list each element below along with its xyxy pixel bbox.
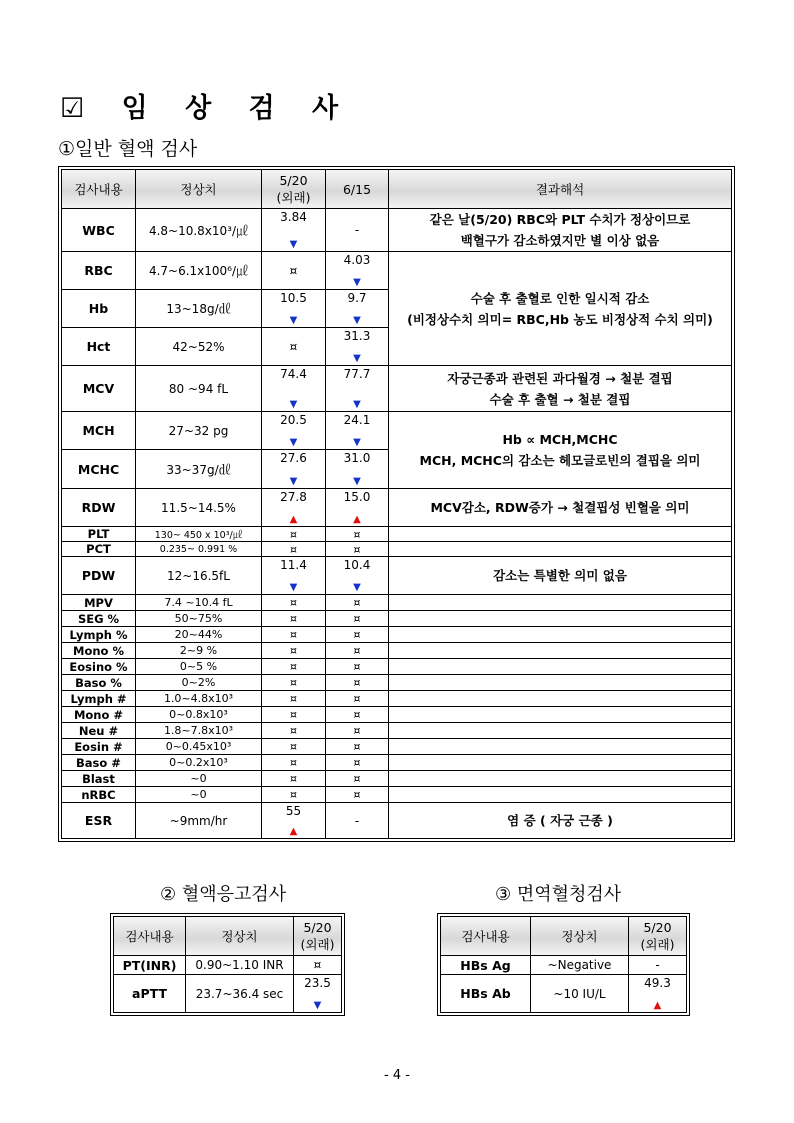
- row-value-1: ¤: [262, 771, 326, 787]
- row-value-2: 9.7 ▼: [326, 290, 389, 328]
- row-name: Mono %: [62, 643, 136, 659]
- header-date1: 5/20 (외래): [262, 170, 326, 209]
- row-value-1: ¤: [262, 595, 326, 611]
- row-name: Lymph #: [62, 691, 136, 707]
- row-name: RBC: [62, 252, 136, 290]
- row-normal: 0.90~1.10 INR: [186, 956, 294, 975]
- row-value-2: 31.3 ▼: [326, 328, 389, 366]
- header-normal: 정상치: [136, 170, 262, 209]
- table-row: [62, 803, 732, 839]
- row-normal: 4.7~6.1x100⁶/㎕: [136, 252, 262, 290]
- up-arrow-icon: ▲: [353, 514, 361, 525]
- row-value-1: ¤: [262, 691, 326, 707]
- table-row: [62, 739, 732, 755]
- down-arrow-icon: ▼: [353, 399, 361, 410]
- down-arrow-icon: ▼: [289, 399, 298, 410]
- row-value-1: 11.4 ▼: [262, 557, 326, 595]
- page-number: - 4 -: [384, 1068, 410, 1083]
- down-arrow-icon: ▼: [353, 353, 361, 364]
- row-name: Eosino %: [62, 659, 136, 675]
- row-normal: 13~18g/㎗: [136, 290, 262, 328]
- row-value-1: ¤: [262, 542, 326, 557]
- row-value-2: ¤: [326, 627, 389, 643]
- row-value-2: ¤: [326, 787, 389, 803]
- cbc-table: [61, 169, 732, 839]
- interp-empty: [389, 627, 732, 643]
- row-normal: 1.8~7.8x10³: [136, 723, 262, 739]
- row-value-1: ¤: [262, 723, 326, 739]
- row-normal: 50~75%: [136, 611, 262, 627]
- row-value-2: ¤: [326, 611, 389, 627]
- table-row: [114, 956, 342, 975]
- interp-empty: [389, 707, 732, 723]
- row-value-1: ¤: [262, 707, 326, 723]
- row-normal: 7.4 ~10.4 fL: [136, 595, 262, 611]
- table-row: [62, 209, 732, 252]
- interp-empty: [389, 643, 732, 659]
- down-arrow-icon: ▼: [353, 315, 361, 326]
- row-normal: 1.0~4.8x10³: [136, 691, 262, 707]
- row-normal: 12~16.5fL: [136, 557, 262, 595]
- row-normal: 2~9 %: [136, 643, 262, 659]
- row-value-2: ¤: [326, 675, 389, 691]
- header-date1: 5/20 (외래): [629, 917, 687, 956]
- row-value-2: ¤: [326, 707, 389, 723]
- row-name: Neu #: [62, 723, 136, 739]
- row-value-1: ¤: [262, 643, 326, 659]
- row-name: Baso %: [62, 675, 136, 691]
- table-row: [441, 956, 687, 975]
- row-name: SEG %: [62, 611, 136, 627]
- header-name: 검사내용: [441, 917, 531, 956]
- row-name: PDW: [62, 557, 136, 595]
- row-normal: 80 ~94 fL: [136, 366, 262, 412]
- interp-rdw: MCV감소, RDW증가 → 철결핍성 빈혈을 의미: [389, 489, 732, 527]
- row-normal: 42~52%: [136, 328, 262, 366]
- row-value-2: 24.1 ▼: [326, 412, 389, 450]
- row-name: RDW: [62, 489, 136, 527]
- row-normal: ~0: [136, 771, 262, 787]
- row-value-1: ¤: [262, 787, 326, 803]
- down-arrow-icon: ▼: [353, 277, 361, 288]
- row-value-1: -: [629, 956, 687, 975]
- down-arrow-icon: ▼: [289, 437, 298, 448]
- table-row: [62, 527, 732, 542]
- up-arrow-icon: ▲: [289, 514, 298, 525]
- row-name: Hb: [62, 290, 136, 328]
- section1-title: ①일반 혈액 검사: [58, 138, 198, 160]
- row-name: PT(INR): [114, 956, 186, 975]
- row-normal: 0~0.8x10³: [136, 707, 262, 723]
- row-value-2: ¤: [326, 542, 389, 557]
- row-name: ESR: [62, 803, 136, 839]
- table-row: [441, 975, 687, 1013]
- row-name: Mono #: [62, 707, 136, 723]
- table-row: [62, 252, 732, 290]
- row-value-2: ¤: [326, 643, 389, 659]
- interp-rbc: 수술 후 출혈로 인한 일시적 감소 (비정상수치 의미= RBC,Hb 농도 비정상적 수치 의미): [389, 252, 732, 366]
- row-value-1: 3.84 ▼: [262, 209, 326, 252]
- row-value-1: ¤: [262, 675, 326, 691]
- header-name: 검사내용: [114, 917, 186, 956]
- row-name: MCV: [62, 366, 136, 412]
- interp-empty: [389, 542, 732, 557]
- table-row: [62, 489, 732, 527]
- down-arrow-icon: ▼: [289, 476, 298, 487]
- row-normal: 20~44%: [136, 627, 262, 643]
- table-header-row: [62, 170, 732, 209]
- interp-empty: [389, 739, 732, 755]
- interp-empty: [389, 611, 732, 627]
- header-normal: 정상치: [531, 917, 629, 956]
- row-name: Hct: [62, 328, 136, 366]
- row-name: HBs Ag: [441, 956, 531, 975]
- header-date1: 5/20 (외래): [294, 917, 342, 956]
- row-value-2: ¤: [326, 723, 389, 739]
- down-arrow-icon: ▼: [353, 582, 361, 593]
- down-arrow-icon: ▼: [313, 1000, 322, 1011]
- row-value-2: ¤: [326, 527, 389, 542]
- table-row: [62, 675, 732, 691]
- row-value-1: 27.8 ▲: [262, 489, 326, 527]
- row-normal: ~10 IU/L: [531, 975, 629, 1013]
- row-name: Lymph %: [62, 627, 136, 643]
- row-name: PCT: [62, 542, 136, 557]
- row-normal: 4.8~10.8x10³/㎕: [136, 209, 262, 252]
- coag-table-frame: [110, 913, 345, 1016]
- row-normal: 0.235~ 0.991 %: [136, 542, 262, 557]
- header-date2: 6/15: [326, 170, 389, 209]
- cbc-table-frame: [58, 166, 735, 842]
- table-row: [62, 771, 732, 787]
- interp-empty: [389, 755, 732, 771]
- down-arrow-icon: ▼: [353, 437, 361, 448]
- row-value-1: 27.6 ▼: [262, 450, 326, 489]
- row-name: MPV: [62, 595, 136, 611]
- row-normal: 0~0.45x10³: [136, 739, 262, 755]
- down-arrow-icon: ▼: [289, 315, 298, 326]
- down-arrow-icon: ▼: [289, 239, 298, 250]
- row-normal: 11.5~14.5%: [136, 489, 262, 527]
- interp-empty: [389, 771, 732, 787]
- row-normal: ~9mm/hr: [136, 803, 262, 839]
- immuno-table-frame: [437, 913, 690, 1016]
- row-value-1: ¤: [262, 328, 326, 366]
- immuno-table: [440, 916, 687, 1013]
- row-value-1: 10.5 ▼: [262, 290, 326, 328]
- row-value-2: 10.4 ▼: [326, 557, 389, 595]
- row-value-1: 55 ▲: [262, 803, 326, 839]
- row-value-1: ¤: [262, 755, 326, 771]
- table-row: [62, 557, 732, 595]
- table-row: [62, 542, 732, 557]
- table-row: [62, 723, 732, 739]
- up-arrow-icon: ▲: [653, 1000, 662, 1011]
- coag-table: [113, 916, 342, 1013]
- section2-title: ② 혈액응고검사: [160, 884, 287, 905]
- interp-empty: [389, 595, 732, 611]
- row-normal: ~0: [136, 787, 262, 803]
- row-value-2: 15.0 ▲: [326, 489, 389, 527]
- interp-wbc: 같은 날(5/20) RBC와 PLT 수치가 정상이므로 백혈구가 감소하였지만 별 이상 없음: [389, 209, 732, 252]
- table-row: [62, 659, 732, 675]
- row-value-1: 49.3 ▲: [629, 975, 687, 1013]
- row-name: aPTT: [114, 975, 186, 1013]
- row-value-1: 20.5 ▼: [262, 412, 326, 450]
- interp-mch: Hb ∝ MCH,MCHC MCH, MCHC의 감소는 헤모글로빈의 결핍을 의미: [389, 412, 732, 489]
- row-normal: 0~0.2x10³: [136, 755, 262, 771]
- interp-pdw: 감소는 특별한 의미 없음: [389, 557, 732, 595]
- interp-empty: [389, 723, 732, 739]
- row-name: HBs Ab: [441, 975, 531, 1013]
- row-value-2: ¤: [326, 659, 389, 675]
- table-row: [62, 627, 732, 643]
- row-normal: 0~5 %: [136, 659, 262, 675]
- row-value-1: ¤: [262, 527, 326, 542]
- row-value-2: 4.03 ▼: [326, 252, 389, 290]
- row-name: Baso #: [62, 755, 136, 771]
- row-value-1: ¤: [262, 659, 326, 675]
- interp-mcv: 자궁근종과 관련된 과다월경 → 철분 결핍 수술 후 출혈 → 철분 결핍: [389, 366, 732, 412]
- row-normal: 23.7~36.4 sec: [186, 975, 294, 1013]
- row-value-1: ¤: [262, 739, 326, 755]
- header-interp: 결과해석: [389, 170, 732, 209]
- interp-empty: [389, 691, 732, 707]
- down-arrow-icon: ▼: [353, 476, 361, 487]
- row-value-1: ¤: [262, 611, 326, 627]
- interp-empty: [389, 527, 732, 542]
- row-value-2: ¤: [326, 771, 389, 787]
- interp-empty: [389, 787, 732, 803]
- table-row: [62, 643, 732, 659]
- row-name: MCHC: [62, 450, 136, 489]
- header-normal: 정상치: [186, 917, 294, 956]
- row-value-2: ¤: [326, 595, 389, 611]
- row-value-2: 77.7 ▼: [326, 366, 389, 412]
- table-header-row: [441, 917, 687, 956]
- table-row: [114, 975, 342, 1013]
- section3-title: ③ 면역혈청검사: [495, 884, 622, 905]
- row-normal: 130~ 450 x 10³/㎕: [136, 527, 262, 542]
- header-name: 검사내용: [62, 170, 136, 209]
- row-name: Eosin #: [62, 739, 136, 755]
- table-row: [62, 707, 732, 723]
- row-name: nRBC: [62, 787, 136, 803]
- row-value-2: 31.0 ▼: [326, 450, 389, 489]
- down-arrow-icon: ▼: [289, 582, 298, 593]
- table-row: [62, 691, 732, 707]
- row-value-1: 74.4 ▼: [262, 366, 326, 412]
- row-name: MCH: [62, 412, 136, 450]
- row-value-2: ¤: [326, 755, 389, 771]
- row-value-2: ¤: [326, 739, 389, 755]
- row-name: PLT: [62, 527, 136, 542]
- row-value-2: ¤: [326, 691, 389, 707]
- row-name: Blast: [62, 771, 136, 787]
- row-value-1: ¤: [262, 627, 326, 643]
- row-value-1: ¤: [294, 956, 342, 975]
- up-arrow-icon: ▲: [289, 826, 298, 837]
- row-value-1: 23.5 ▼: [294, 975, 342, 1013]
- interp-empty: [389, 675, 732, 691]
- table-row: [62, 595, 732, 611]
- row-normal: 27~32 pg: [136, 412, 262, 450]
- row-normal: 33~37g/㎗: [136, 450, 262, 489]
- table-row: [62, 366, 732, 412]
- row-normal: 0~2%: [136, 675, 262, 691]
- interp-empty: [389, 659, 732, 675]
- table-row: [62, 755, 732, 771]
- row-value-1: ¤: [262, 252, 326, 290]
- table-header-row: [114, 917, 342, 956]
- row-value-2: -: [326, 803, 389, 839]
- page-title: ☑ 임 상 검 사: [60, 93, 353, 124]
- interp-esr: 염 증 ( 자궁 근종 ): [389, 803, 732, 839]
- row-name: WBC: [62, 209, 136, 252]
- row-value-2: -: [326, 209, 389, 252]
- table-row: [62, 787, 732, 803]
- table-row: [62, 412, 732, 450]
- row-normal: ~Negative: [531, 956, 629, 975]
- table-row: [62, 611, 732, 627]
